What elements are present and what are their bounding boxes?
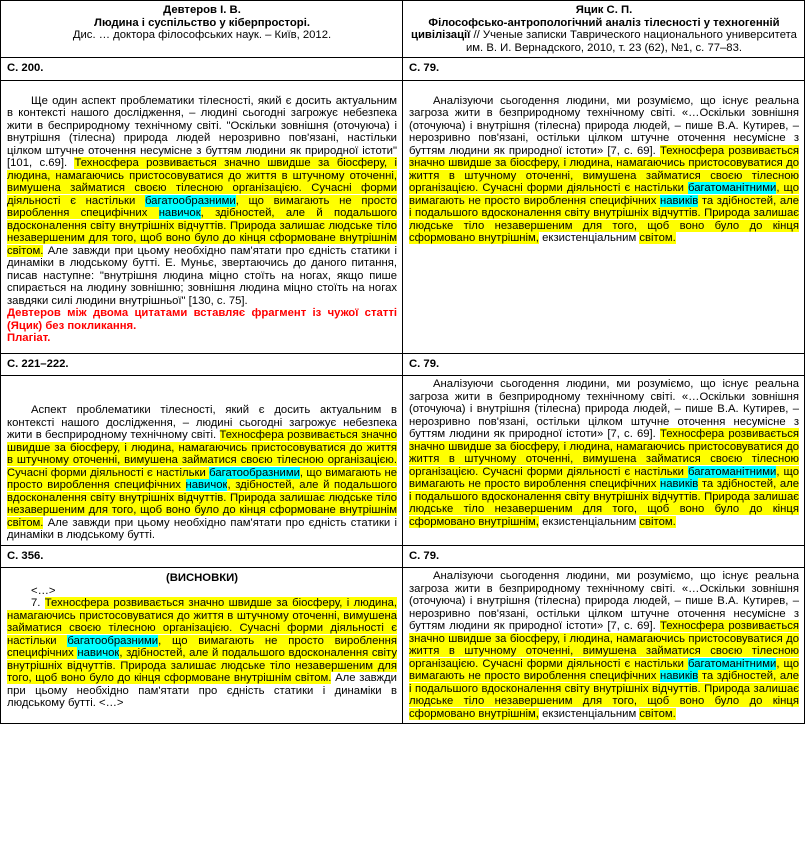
highlight-yellow: Техносфера розвивається значно швидше за біосферу, і людина, намагаючись пристосовуватися до життя в штучному оточенні, вимушена займатися своєю тілесною організацією. Сучасні форми діяльності є настільки: [409, 620, 800, 670]
highlight-yellow: Техносфера розвивається значно швидше за біосферу, і людина, намагаючись пристосовуватися до життя в штучному оточенні, вимушена займатися своєю тілесною організацією. Сучасні форми діяльності є настільки: [7, 157, 397, 207]
right-work-title: Філософсько-антропологічний аналіз тілесності у техногенній цивілізації: [411, 16, 780, 41]
page-row: [1, 58, 805, 81]
highlight-cyan: багатоманітними: [687, 465, 777, 478]
page-ref-right: С. 79.: [403, 58, 805, 81]
highlight-yellow: , що вимагають не просто вироблення специфічних: [409, 465, 799, 490]
highlight-cyan: багатообразними: [144, 194, 236, 207]
left-work-title: Людина і суспільство у кіберпросторі.: [94, 16, 310, 29]
header-left: [1, 1, 403, 58]
highlight-cyan: багатообразними: [67, 634, 159, 647]
plain-text: Але завжди при цьому необхідно пам'ятати про єдність статики і динаміки в людському бутті. <…>: [7, 672, 397, 709]
highlight-yellow: , що вимагають не просто вироблення специфічних: [409, 182, 799, 207]
highlight-yellow: , що вимагають не просто вироблення специфічних: [7, 466, 397, 491]
right-text-cell: [403, 376, 805, 546]
highlight-yellow: , здібностей, але й подальшого вдосконалення світу внутрішніх відчуттів. Природа залишає людське тіло незавершеним для того, щоб воно було до кінця сформоване внутрішнім світом.: [7, 647, 398, 684]
left-author: Девтеров І. В.: [163, 4, 241, 16]
plagiarism-note: Девтеров між двома цитатами вставляє фрагмент із чужої статті (Яцик) без покликання.: [7, 307, 397, 332]
right-work-meta: // Ученые записки Таврического национального университета им. В. И. Вернадского, 2010, т. 23 (62), №1, с. 77–83.: [465, 29, 797, 54]
highlight-yellow: та здібностей, але і подальшого вдосконалення світу внутрішніх відчуттів. Природа залишає людське тіло незавершеним для того, щоб воно було до кінця сформовано внутрішнім,: [409, 670, 800, 720]
plain-text: Але завжди при цьому необхідно пам'ятати про єдність статики і динаміки в людському бутті.: [7, 516, 397, 541]
plain-text: Аналізуючи сьогодення людини, ми розуміємо, що існує реальна загроза жити в безприродному технічному світі. «…Оскільки зовнішня (оточуюча) і внутрішня (тілесна) природа людей, – пише В.А. Кутирев, – нерозривно пов'язані, остільки цілком штучне оточення несумісне з буттям людини як природної істоти» [7, с. 69].: [409, 570, 799, 632]
item-number: 7.: [31, 597, 45, 609]
highlight-cyan: багатоманітними: [687, 657, 777, 670]
highlight-cyan: навиків: [659, 478, 699, 490]
highlight-yellow: Техносфера розвивається значно швидше за біосферу, і людина, намагаючись пристосовуватися до життя в штучному оточенні, вимушена займатися своєю тілесною організацією. Сучасні форми діяльності є настільки: [409, 144, 800, 194]
text-row: [1, 568, 805, 724]
page-row: [1, 353, 805, 376]
left-text-cell: [1, 80, 403, 353]
text-row: [1, 376, 805, 546]
highlight-yellow: світом.: [639, 707, 676, 720]
left-paragraph: [7, 597, 397, 710]
right-paragraph: [409, 95, 799, 245]
highlight-cyan: навиків: [659, 194, 699, 207]
right-paragraph: [409, 570, 799, 720]
header-row: [1, 1, 805, 58]
highlight-yellow: , що вимагають не просто вироблення специфічних: [7, 634, 397, 659]
left-text-cell: [1, 568, 403, 724]
right-text-cell: [403, 568, 805, 724]
highlight-cyan: навичок: [158, 207, 201, 219]
plagiarism-verdict: Плагіат.: [7, 332, 51, 344]
plain-text: Але завжди при цьому необхідно пам'ятати про єдність статики і динаміки в людському бутті. Е. Муньє, звертаючись до даного питання, писав наступне: "внутрішня людина міцно стоїть на ногах, якщо пише спирається на людину зовнішню; зовнішня людина міцно стоїть на ногах завдяки силі людини внутрішньої" [130, с. 75].: [7, 244, 397, 307]
highlight-yellow: світом.: [639, 232, 676, 244]
header-right: [403, 1, 805, 58]
highlight-cyan: багатоманітними: [687, 182, 777, 194]
highlight-yellow: , що вимагають не просто вироблення специфічних: [409, 657, 799, 682]
highlight-yellow: та здібностей, але і подальшого вдосконалення світу внутрішніх відчуттів. Природа залишає людське тіло незавершеним для того, щоб воно було до кінця сформовано внутрішнім,: [409, 478, 800, 528]
page-ref-right: С. 79.: [403, 353, 805, 376]
right-paragraph: [409, 378, 799, 528]
plain-text: Аналізуючи сьогодення людини, ми розуміємо, що існує реальна загроза жити в безприродному технічному світі. «…Оскільки зовнішня (оточуюча) і внутрішня (тілесна) природа людей, – пише В.А. Кутирев, – нерозривно пов'язані, остільки цілком штучне оточення несумісне з буттям людини як природної істоти» [7, с. 69].: [409, 94, 799, 157]
left-paragraph: [7, 95, 397, 308]
left-text-cell: [1, 376, 403, 546]
page-ref-left: С. 200.: [1, 58, 403, 81]
plain-text: Ще один аспект проблематики тілесності, який є досить актуальним в контексті нашого дослідження, – людині сьогодні загрожує небезпека жити в бесприродному технічному світі. "Оскільки зовнішня (оточуюча) і внутрішня (тілесна) природа людей нерозривно пов'язані, настільки цілком штучне оточення несумісне з буттям людини як природної істоти" [101, c.69].: [7, 94, 397, 169]
right-author: Яцик С. П.: [575, 4, 633, 16]
page-ref-left: С. 356.: [1, 545, 403, 568]
plain-text: Аналізуючи сьогодення людини, ми розуміємо, що існує реальна загроза жити в безприродному технічному світі. «…Оскільки зовнішня (оточуюча) і внутрішня (тілесна) природа людей, – пише В.А. Кутирев, – нерозривно пов'язані, остільки цілком штучне оточення несумісне з буттям людини як природної істоти» [7, с. 69].: [409, 378, 799, 440]
text-row: [1, 80, 805, 353]
plain-text: екзистенціальним: [538, 707, 640, 720]
highlight-yellow: Техносфера розвивається значно швидше за біосферу, і людина, намагаючись пристосовуватися до життя в штучному оточенні, вимушена займатися своєю тілесною організацією. Сучасні форми діяльності є настільки: [409, 428, 800, 478]
plain-text: Аспект проблематики тілесності, який є досить актуальним в контексті нашого дослідження, – людині сьогодні загрожує небезпека жити в бесприродному технічному світі.: [7, 404, 397, 441]
right-text-cell: [403, 80, 805, 353]
page-ref-left: С. 221–222.: [1, 353, 403, 376]
page-ref-right: С. 79.: [403, 545, 805, 568]
plain-text: екзистенціальним: [538, 515, 640, 528]
highlight-cyan: багатообразними: [209, 466, 300, 479]
ellipsis-marker: <…>: [31, 584, 56, 597]
highlight-yellow: , здібностей, але й подальшого вдосконалення світу внутрішніх відчуттів. Природа залишає людське тіло незавершеним для того, щоб воно було до кінця сформоване внутрішнім світом.: [7, 207, 397, 257]
highlight-cyan: навиків: [659, 670, 699, 682]
highlight-cyan: навичок: [77, 647, 120, 659]
highlight-yellow: , що вимагають не просто вироблення специфічних: [7, 194, 397, 219]
highlight-yellow: світом.: [639, 515, 676, 528]
highlight-yellow: , здібностей, але й подальшого вдосконалення світу внутрішніх відчуттів. Природа залишає людське тіло незавершеним для того, щоб воно було до кінця сформоване внутрішнім світом.: [7, 479, 397, 529]
plain-text: екзистенціальним: [538, 232, 640, 244]
page-row: [1, 545, 805, 568]
conclusions-heading: (ВИСНОВКИ): [165, 572, 239, 584]
highlight-cyan: навичок: [185, 479, 228, 491]
highlight-yellow: Техносфера розвивається значно швидше за біосферу, і людина, намагаючись пристосовуватися до життя в штучному оточенні, вимушена займатися своєю тілесною організацією. Сучасні форми діяльності є настільки: [7, 597, 398, 647]
highlight-yellow: та здібностей, але і подальшого вдосконалення світу внутрішніх відчуттів. Природа залишає людське тіло незавершеним для того, щоб воно було до кінця сформовано внутрішнім,: [409, 194, 800, 244]
highlight-yellow: Техносфера розвивається значно швидше за біосферу, і людина, намагаючись пристосовуватися до життя в штучному оточенні, вимушена займатися своєю тілесною організацією. Сучасні форми діяльності є настільки: [7, 429, 398, 479]
left-paragraph: [7, 404, 397, 542]
left-work-meta: Дис. … доктора філософських наук. – Київ, 2012.: [72, 29, 332, 41]
